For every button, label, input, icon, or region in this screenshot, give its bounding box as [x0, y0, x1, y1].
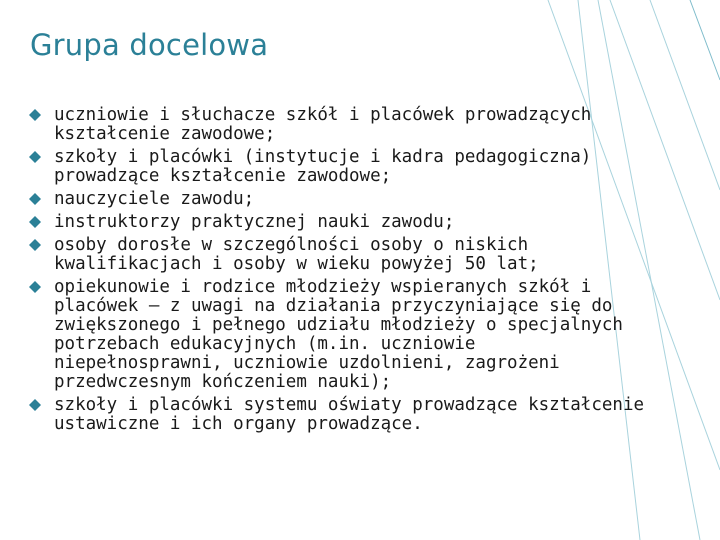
diamond-bullet-icon	[29, 216, 41, 228]
bullet-list	[28, 106, 648, 438]
diamond-bullet-icon	[29, 151, 41, 163]
bullet-text: osoby dorosłe w szczególności osoby o niskich kwalifikacjach i osoby w wieku powyżej 50 lat;	[54, 235, 539, 274]
bullet-text: uczniowie i słuchacze szkół i placówek prowadzących kształcenie zawodowe;	[54, 105, 592, 144]
bullet-item	[28, 278, 648, 392]
bullet-item	[28, 190, 648, 209]
diamond-bullet-icon	[29, 399, 41, 411]
diamond-bullet-icon	[29, 109, 41, 121]
bullet-text: szkoły i placówki systemu oświaty prowadzące kształcenie ustawiczne i ich organy prowadzące.	[54, 395, 645, 434]
diamond-bullet-icon	[29, 193, 41, 205]
bullet-item	[28, 213, 648, 232]
bullet-item	[28, 236, 648, 274]
bullet-item	[28, 106, 648, 144]
bullet-text: instruktorzy praktycznej nauki zawodu;	[54, 212, 455, 232]
bullet-text: nauczyciele zawodu;	[54, 189, 255, 209]
bullet-item	[28, 148, 648, 186]
slide-title: Grupa docelowa	[30, 28, 269, 62]
bullet-text: opiekunowie i rodzice młodzieży wspieranych szkół i placówek – z uwagi na działania przyczyniające się do zwiększonego i pełnego udziału młodzieży o specjalnych potrzebach edukacyjnych (m.in. uczniowie niepełnosprawni, uczniowie uzdolnieni, zagrożeni przedwczesnym kończeniem nauki);	[54, 277, 623, 392]
diamond-bullet-icon	[29, 239, 41, 251]
bullet-item	[28, 396, 648, 434]
diamond-bullet-icon	[29, 281, 41, 293]
bullet-text: szkoły i placówki (instytucje i kadra pedagogiczna) prowadzące kształcenie zawodowe;	[54, 147, 592, 186]
